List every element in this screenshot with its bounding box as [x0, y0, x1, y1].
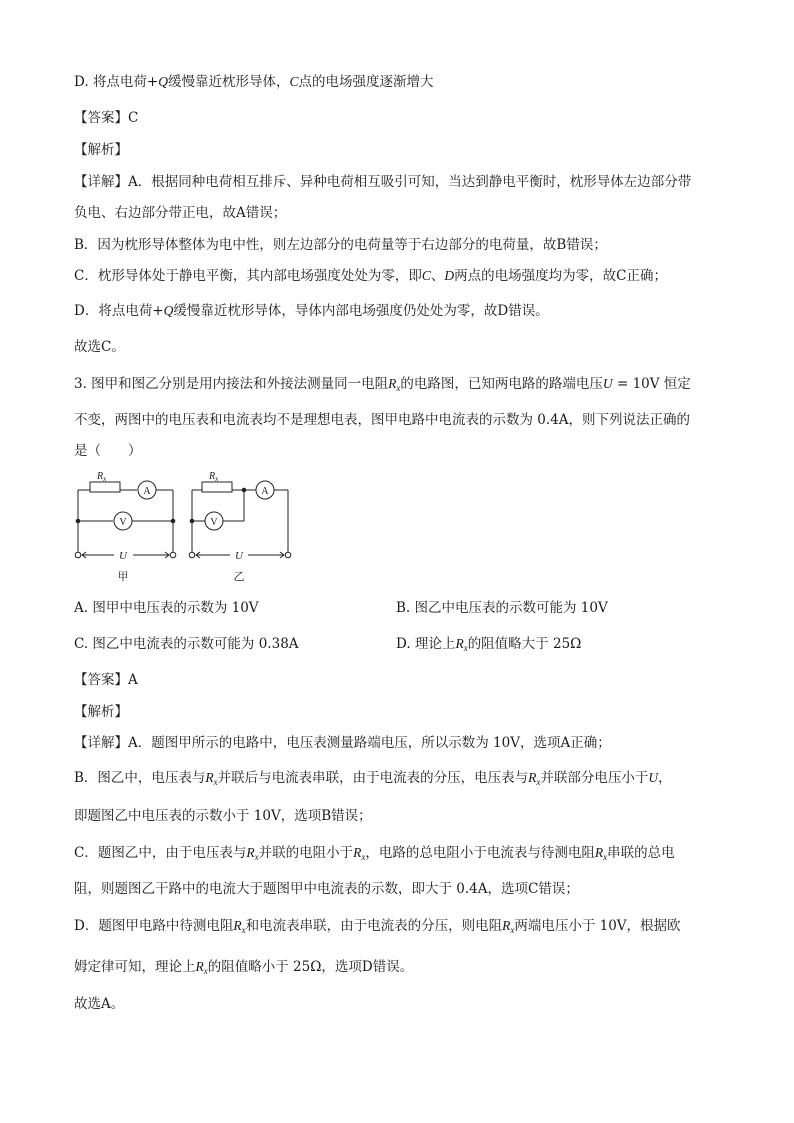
label-u-yi: U — [235, 550, 243, 562]
q3-option-a: A. 图甲中电压表的示数为 10V — [74, 600, 259, 616]
q3-stem-line-3: 是（ ） — [74, 443, 142, 459]
q3-explain-5: 阻，则题图乙干路中的电流大于题图甲中电流表的示数，即大于 0.4A，选项C错误； — [74, 881, 579, 897]
prev-detail-3: B．因为枕形导体整体为电中性，则左边部分的电荷量等于右边部分的电荷量，故B错误； — [74, 237, 607, 253]
prev-detail-1: 【详解】A．根据同种电荷相互排斥、异种电荷相互吸引可知，当达到静电平衡时，枕形导体左边部分带 — [74, 174, 692, 190]
q3-explain-4: C．题图乙中，由于电压表与$R_x$并联的电阻小于$R_x$，电路的总电阻小于电流表与待测电阻$R_x$串联的总电 — [74, 845, 675, 862]
label-rx-jia: $R_x$ — [97, 471, 107, 483]
terminal-left — [189, 552, 195, 558]
terminal-left — [75, 552, 81, 558]
label-rx-yi: $R_x$ — [209, 471, 219, 483]
label-yi: 乙 — [233, 571, 245, 583]
resistor-rx-jia — [90, 482, 120, 492]
label-jia: 甲 — [117, 571, 129, 583]
label-u-jia: U — [119, 550, 127, 562]
prev-analysis-tag: 【解析】 — [74, 142, 128, 158]
q3-answer: 【答案】A — [74, 672, 138, 688]
q3-conclusion: 故选A。 — [74, 996, 125, 1012]
resistor-rx-yi — [202, 482, 232, 492]
q3-option-d: D. 理论上$R_x$的阻值略大于 25Ω — [396, 636, 582, 653]
prev-answer: 【答案】C — [74, 110, 139, 126]
q3-analysis-tag: 【解析】 — [74, 704, 128, 720]
prev-option-d: D. 将点电荷+Q缓慢靠近枕形导体，C点的电场强度逐渐增大 — [74, 74, 434, 90]
terminal-right — [170, 552, 176, 558]
label-v-jia: V — [119, 517, 127, 528]
prev-detail-2: 负电、右边部分带正电，故A错误； — [74, 205, 287, 221]
q3-explain-6: D．题图甲电路中待测电阻$R_x$和电流表串联，由于电流表的分压，则电阻$R_x$两端电压小于 10V，根据欧 — [74, 918, 681, 935]
prev-detail-4: C．枕形导体处于静电平衡，其内部电场强度处处为零，即C、D两点的电场强度均为零，故C正确； — [74, 268, 667, 284]
label-a-yi: A — [261, 486, 269, 497]
label-v-yi: V — [210, 517, 218, 528]
q3-explain-2: B．图乙中，电压表与$R_x$并联后与电流表串联，由于电流表的分压，电压表与$R_x$并联部分电压小于U， — [74, 770, 672, 787]
q3-option-c: C. 图乙中电流表的示数可能为 0.38A — [74, 636, 299, 652]
q3-explain-7: 姆定律可知，理论上$R_x$的阻值略小于 25Ω，选项D错误。 — [74, 959, 414, 976]
q3-explain-3: 即题图乙中电压表的示数小于 10V，选项B错误； — [74, 808, 372, 824]
circuit-yi — [189, 481, 291, 558]
label-a-jia: A — [143, 486, 151, 497]
terminal-right — [285, 552, 291, 558]
q3-option-b: B. 图乙中电压表的示数可能为 10V — [396, 600, 608, 616]
prev-conclusion: 故选C。 — [74, 339, 125, 355]
circuit-figure — [70, 470, 310, 588]
q3-explain-1: 【详解】A．题图甲所示的电路中，电压表测量路端电压，所以示数为 10V，选项A正确； — [74, 735, 611, 751]
prev-detail-5: D．将点电荷+Q缓慢靠近枕形导体，导体内部电场强度仍处处为零，故D错误。 — [74, 303, 549, 319]
q3-stem-line-1: 3. 图甲和图乙分别是用内接法和外接法测量同一电阻$R_x$的电路图，已知两电路的路端电压U = 10V 恒定 — [74, 376, 691, 393]
q3-stem-line-2: 不变，两图中的电压表和电流表均不是理想电表，图甲电路中电流表的示数为 0.4A，则下列说法正确的 — [74, 412, 691, 428]
